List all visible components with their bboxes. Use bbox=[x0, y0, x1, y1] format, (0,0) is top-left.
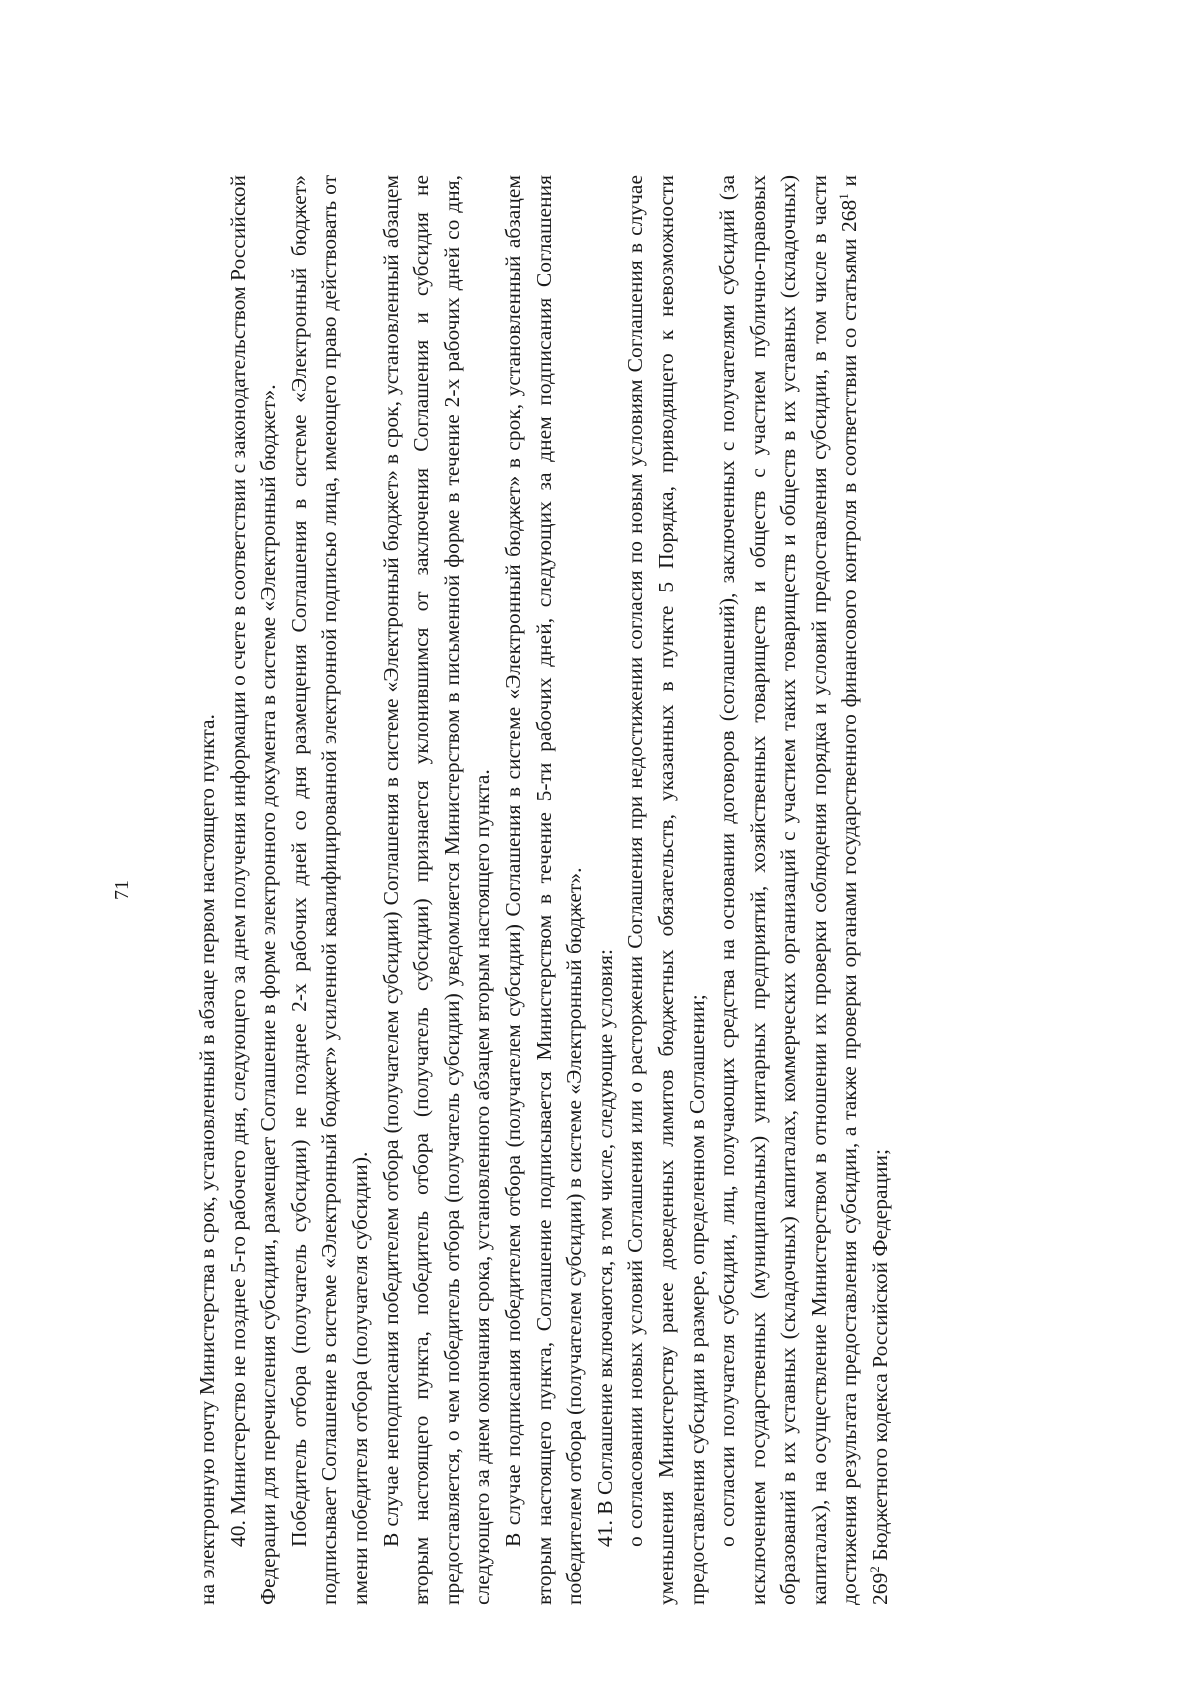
paragraph-6: 41. В Соглашение включаются, в том числе, следующие условия: bbox=[592, 948, 617, 1547]
paragraph-8-text-a: о согласии получателя субсидии, лиц, получающих средства на основании договоров (соглашений), заключенных с получателями субсидий (за исключением государственных (муниципальных) унитарных предприятий, хозяйственных товариществ и обществ с участием публично-правовых образований в их уставных (складочных) капиталах, коммерческих организаций с участием таких товариществ и обществ в их уставных (складочных) капиталах), на осуществление Министерством в отношении их проверки соблюдения порядка и условий предоставления субсидии, в том числе в части достижения результата предоставления субсидии, а также проверки органами государственного финансового контроля в соответствии со статьями 268 bbox=[715, 175, 862, 1605]
superscript-1: 1 bbox=[836, 193, 852, 200]
paragraph-4: В случае неподписания победителем отбора (получателем субсидии) Соглашения в системе «Электронный бюджет» в срок, установленный абзацем вторым настоящего пункта, победитель отбора (получатель субсидии) признается уклонившимся от заключения Соглашения и субсидия не предоставляется, о чем победитель отбора (получатель субсидии) уведомляется Министерством в письменной форме в течение 2-х рабочих дней со дня, следующего за днем окончания срока, установленного абзацем вторым настоящего пункта. bbox=[378, 175, 495, 1605]
paragraph-8 bbox=[712, 175, 896, 1605]
paragraph-3: Победитель отбора (получатель субсидии) не позднее 2-х рабочих дней со дня размещения Соглашения в системе «Электронный бюджет» подписывает Соглашение в системе «Электронный бюджет» усиленной квалифицированной электронной подписью лица, имеющего право действовать от имени победителя отбора (получателя субсидии). bbox=[286, 175, 372, 1605]
paragraph-8-text-c: Бюджетного кодекса Российской Федерации; bbox=[868, 1149, 893, 1567]
page-number: 71 bbox=[111, 880, 133, 900]
paragraph-2: 40. Министерство не позднее 5-го рабочего дня, следующего за днем получения информации о счете в соответствии с законодательством Российской Федерации для перечисления субсидии, размещает Соглашение в форме электронного документа в системе «Электронный бюджет». bbox=[225, 175, 281, 1605]
superscript-2: 2 bbox=[866, 1566, 882, 1573]
paragraph-5: В случае подписания победителем отбора (получателем субсидии) Соглашения в системе «Электронный бюджет» в срок, установленный абзацем вторым настоящего пункта, Соглашение подписывается Министерством в течение 5-ти рабочих дней, следующих за днем подписания Соглашения победителем отбора (получателем субсидии) в системе «Электронный бюджет». bbox=[500, 175, 587, 1605]
paragraph-1: на электронную почту Министерства в срок, установленный в абзаце первом настоящего пункта. bbox=[195, 714, 219, 1605]
paragraph-7: о согласовании новых условий Соглашения или о расторжении Соглашения при недостижении согласия по новым условиям Соглашения в случае уменьшения Министерству ранее доведенных лимитов бюджетных обязательств, указанных в пункте 5 Порядка, приводящего к невозможности предоставления субсидии в размере, определенном в Соглашении; bbox=[623, 175, 709, 1605]
rotated-page bbox=[110, 175, 1090, 1605]
document-body bbox=[192, 175, 896, 1605]
paragraph-8-text-b: и 269 bbox=[837, 175, 893, 1605]
